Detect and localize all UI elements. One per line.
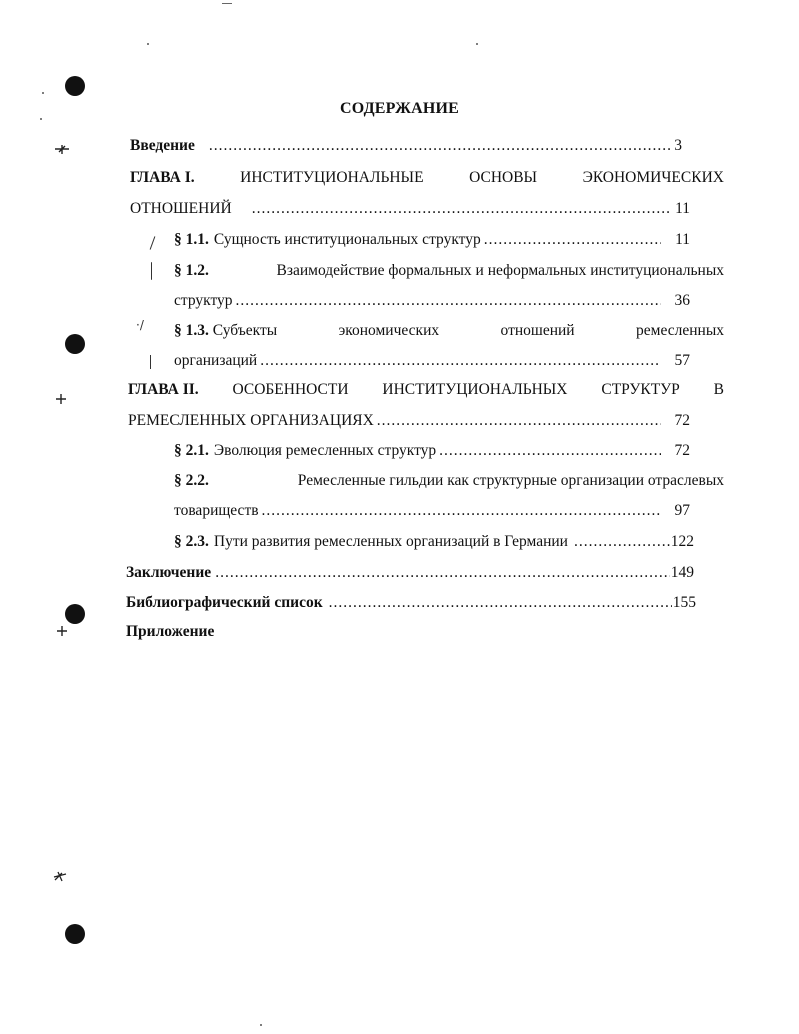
chapter-title-word: СТРУКТУР [601,381,680,398]
section-title: Взаимодействие формальных и неформальных институциональных [276,262,724,279]
leader-dots [236,291,661,311]
section-title: Эволюция ремесленных структур [213,442,437,459]
scan-speck [40,118,42,120]
scan-dash [222,3,232,4]
scan-speck [476,43,478,45]
chapter-title-word: ИНСТИТУЦИОНАЛЬНЫХ [382,381,568,398]
page-title: СОДЕРЖАНИЕ [339,100,460,117]
toc-entry-bibliography [126,593,696,613]
toc-section-1-3 [174,321,724,341]
binder-hole [65,76,85,96]
pencil-bracket [150,236,156,249]
chapter-number: ГЛАВА I. [130,169,195,186]
toc-page-number: 11 [675,231,690,248]
binder-hole [65,334,85,354]
leader-dots [209,136,671,156]
toc-section-1-3-cont [174,351,690,371]
section-number: § 2.3. [174,533,209,550]
toc-section-2-3 [174,532,694,552]
chapter-title-word: ОСОБЕННОСТИ [232,381,349,398]
section-number: § 1.1. [174,231,209,248]
toc-page-number: 72 [674,442,690,459]
leader-dots [484,230,661,250]
section-title-word: экономических [338,322,440,339]
binder-hole [65,924,85,944]
chapter-title-word: ОСНОВЫ [469,169,538,186]
leader-dots [262,501,661,521]
toc-entry-appendix [126,622,214,642]
scan-speck [42,92,44,94]
toc-page-number: 11 [675,200,690,217]
toc-page-number: 36 [674,292,690,309]
chapter-title-word: ИНСТИТУЦИОНАЛЬНЫЕ [240,169,424,186]
toc-page-number: 149 [670,564,694,581]
toc-entry-label: Библиографический список [126,594,323,611]
section-title-cont: организаций [174,352,258,369]
leader-dots [439,441,660,461]
section-number: § 1.2. [174,262,209,279]
scan-mark-icon [56,625,68,637]
toc-page-number: 72 [674,412,690,429]
toc-section-2-2-cont [174,501,690,521]
chapter-2-continuation [128,411,690,431]
section-heading [174,321,277,341]
chapter-title-word: В [713,381,724,398]
toc-section-2-1 [174,441,690,461]
chapter-title-cont: РЕМЕСЛЕННЫХ ОРГАНИЗАЦИЯХ [128,412,374,429]
chapter-2-heading [128,380,724,400]
binder-hole [65,604,85,624]
toc-page-number: 155 [672,594,696,611]
leader-dots [377,411,661,431]
toc-section-1-1 [174,230,690,250]
section-title-cont: товариществ [174,502,259,519]
scan-speck [147,43,149,45]
section-number: § 2.2. [174,472,209,489]
pencil-mark: ·/ [136,318,144,332]
section-title: Ремесленные гильдии как структурные организации отраслевых [297,472,724,489]
toc-entry-conclusion [126,563,694,583]
chapter-title-word: ЭКОНОМИЧЕСКИХ [582,169,724,186]
chapter-1-continuation [130,199,690,219]
toc-section-2-2 [174,471,724,491]
section-number: § 2.1. [174,442,209,459]
leader-dots [260,351,660,371]
toc-section-1-2-cont [174,291,690,311]
leader-dots [329,593,672,613]
leader-dots [574,532,670,552]
section-title: Сущность институциональных структур [213,231,481,248]
section-number: § 1.3. [174,322,209,339]
toc-section-1-2 [174,261,724,281]
chapter-number: ГЛАВА II. [128,381,199,398]
section-title-word: ремесленных [636,322,724,339]
leader-dots [215,563,670,583]
pencil-bracket [151,262,152,280]
toc-entry-label: Приложение [126,623,215,640]
toc-entry-label: Введение [130,137,195,154]
toc-page-number: 3 [674,137,682,154]
chapter-1-heading [130,168,724,188]
scan-mark-icon [53,870,67,882]
toc-entry-label: Заключение [126,564,212,581]
toc-page-number: 122 [670,533,694,550]
toc-page-number: 57 [674,352,690,369]
scan-speck [260,1024,262,1026]
toc-page-number: 97 [674,502,690,519]
scan-mark-icon [55,393,67,405]
section-title: Пути развития ремесленных организаций в Германии [213,533,568,550]
section-title-cont: структур [174,292,233,309]
chapter-title-cont: ОТНОШЕНИЙ [130,200,232,217]
section-title-word: отношений [500,322,575,339]
toc-entry-intro [130,136,682,156]
scan-mark-icon [54,142,70,156]
pencil-bracket [150,355,151,369]
leader-dots [252,199,672,219]
section-title-word: Субъекты [212,322,278,339]
